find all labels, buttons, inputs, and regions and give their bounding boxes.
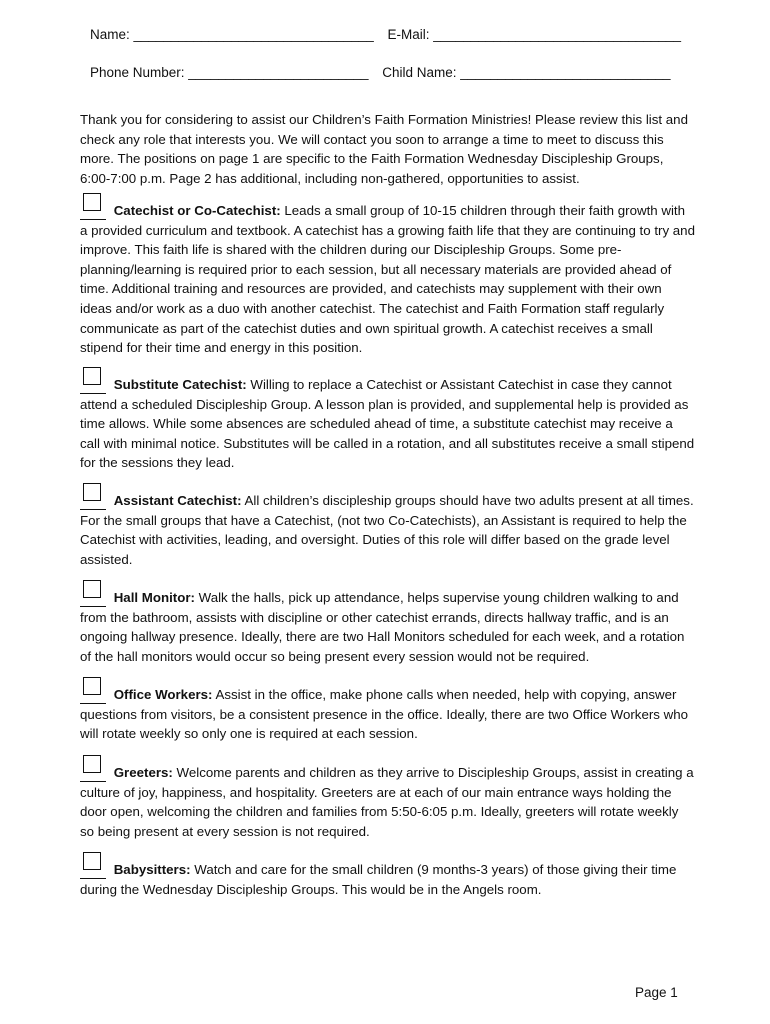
role-description: Assist in the office, make phone calls when needed, help with copying, answer questions from visitors, be a consistent presence in the office. Ideally, there are two Office Workers who will rotate weekly so only one is required at each session. <box>80 687 689 742</box>
babysitters-checkbox[interactable] <box>80 859 106 879</box>
name-field[interactable]: Name: ________________________________ <box>90 27 374 42</box>
checkbox-icon <box>83 677 101 695</box>
greeters-checkbox[interactable] <box>80 762 106 782</box>
phone-number-field[interactable]: Phone Number: ________________________ <box>90 65 369 80</box>
assistant-catechist-checkbox[interactable] <box>80 490 106 510</box>
role-substitute-catechist <box>80 374 695 473</box>
contact-row-1 <box>90 27 681 42</box>
page-number: Page 1 <box>635 985 678 1000</box>
role-description: Watch and care for the small children (9 months-3 years) of those giving their time during the Wednesday Discipleship Groups. This would be in the Angels room. <box>80 862 677 897</box>
office-workers-checkbox[interactable] <box>80 684 106 704</box>
checkbox-icon <box>83 852 101 870</box>
role-office-workers <box>80 684 695 744</box>
role-description: Welcome parents and children as they arrive to Discipleship Groups, assist in creating a culture of joy, happiness, and hospitality. Greeters are at each of our main entrance ways holding the door open, welcoming the children and families from 5:50-6:05 p.m. Ideally, greeters will rotate weekly so being present at every session is not required. <box>80 765 694 839</box>
email-field[interactable]: E-Mail: _________________________________ <box>387 27 682 42</box>
role-description: Walk the halls, pick up attendance, helps supervise young children walking to and from the bathroom, assists with discipline or other catechist errands, directs hallway traffic, and is an ongoing hallway presence. Ideally, there are two Hall Monitors scheduled for each week, and a rotation of the hall monitors would occur so being present every session would not be required. <box>80 590 685 664</box>
role-babysitters <box>80 859 695 899</box>
hall-monitor-checkbox[interactable] <box>80 587 106 607</box>
role-title: Hall Monitor: <box>113 590 195 605</box>
checkbox-icon <box>83 367 101 385</box>
role-description: Willing to replace a Catechist or Assistant Catechist in case they cannot attend a scheduled Discipleship Group. A lesson plan is provided, and supplemental help is provided as time allows. While some absences are scheduled ahead of time, a substitute catechist may receive a call with minimal notice. Substitutes will be called in a rotation, and all substitutes receive a small stipend for the sessions they lead. <box>80 377 695 471</box>
role-assistant-catechist <box>80 490 695 569</box>
checkbox-icon <box>83 483 101 501</box>
substitute-catechist-checkbox[interactable] <box>80 374 106 394</box>
role-greeters <box>80 762 695 841</box>
role-title: Babysitters: <box>113 862 191 877</box>
role-title: Office Workers: <box>113 687 213 702</box>
checkbox-icon <box>83 755 101 773</box>
role-description: Leads a small group of 10-15 children through their faith growth with a provided curriculum and textbook. A catechist has a growing faith life that they are continuing to try and improve. This faith life is shared with the children during our Discipleship Groups. Some pre-planning/learning is required prior to each session, but all necessary materials are provided ahead of time. Additional training and resources are provided, and catechists may supplement with their own ideas and/or work as a duo with another catechist. The catechist and Faith Formation staff regularly communicate as part of the catechist duties and own spiritual growth. A catechist receives a small stipend for their time and energy in this position. <box>80 203 695 356</box>
role-hall-monitor <box>80 587 695 666</box>
role-description: All children’s discipleship groups should have two adults present at all times. For the small groups that have a Catechist, (not two Co-Catechists), an Assistant is required to help the Catechist with activities, leading, and oversight. Duties of this role will differ based on the grade level assisted. <box>80 493 694 567</box>
checkbox-icon <box>83 580 101 598</box>
role-catechist <box>80 200 695 358</box>
role-title: Substitute Catechist: <box>113 377 247 392</box>
intro-paragraph: Thank you for considering to assist our Children’s Faith Formation Ministries! Please review this list and check any role that interests you. We will contact you soon to arrange a time to meet to discuss this more. The positions on page 1 are specific to the Faith Formation Wednesday Discipleship Groups, 6:00-7:00 p.m. Page 2 has additional, including non-gathered, opportunities to assist. <box>80 112 688 186</box>
role-title: Catechist or Co-Catechist: <box>113 203 281 218</box>
child-name-field[interactable]: Child Name: ____________________________ <box>382 65 671 80</box>
role-title: Assistant Catechist: <box>113 493 242 508</box>
checkbox-icon <box>83 193 101 211</box>
role-title: Greeters: <box>113 765 173 780</box>
catechist-checkbox[interactable] <box>80 200 106 220</box>
contact-row-2 <box>90 65 671 80</box>
